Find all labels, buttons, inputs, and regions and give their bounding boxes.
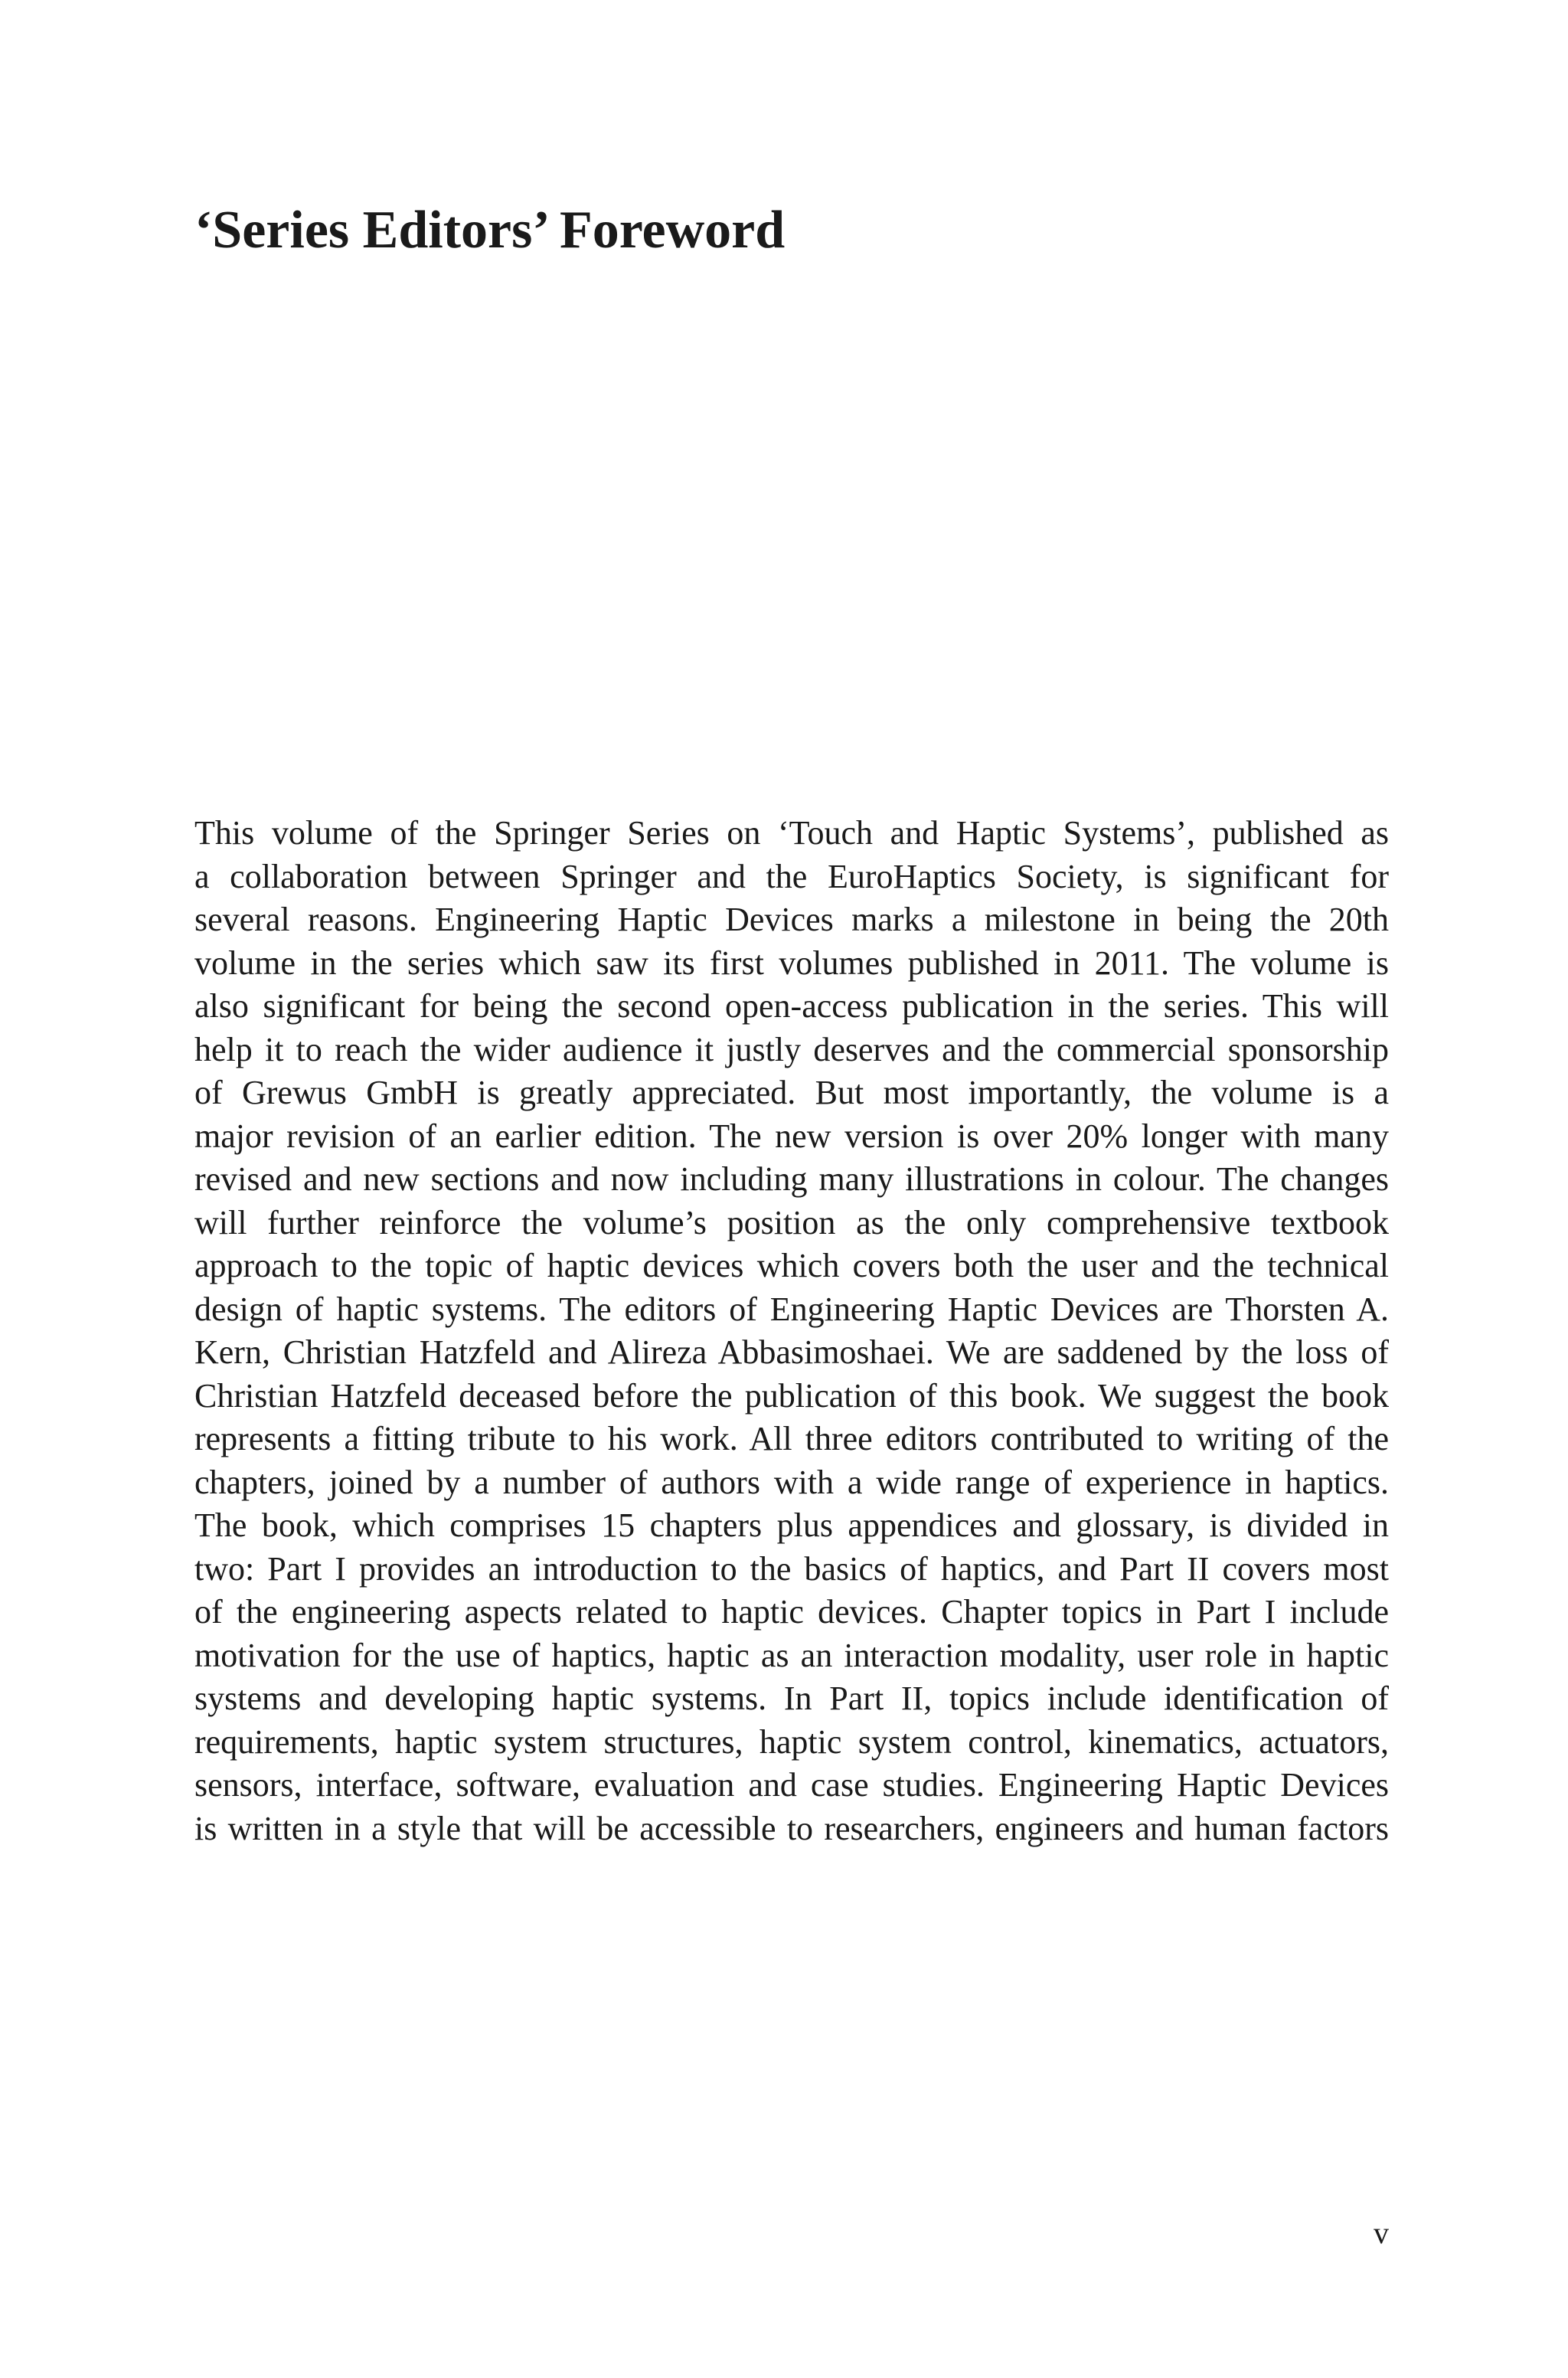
text-line: volume in the series which saw its first volumes published in 2011. The volume is (194, 944, 1389, 982)
text-line: This volume of the Springer Series on ‘Touch and Haptic Systems’, published as (194, 814, 1389, 852)
text-line: systems and developing haptic systems. In Part II, topics include identification of (194, 1680, 1389, 1717)
text-line: chapters, joined by a number of authors with a wide range of experience in haptics. (194, 1463, 1389, 1501)
text-line: revised and new sections and now including many illustrations in colour. The changes (194, 1160, 1389, 1198)
text-line: design of haptic systems. The editors of Engineering Haptic Devices are Thorsten A. (194, 1290, 1389, 1328)
page-title: ‘Series Editors’ Foreword (194, 201, 786, 260)
text-line: of the engineering aspects related to haptic devices. Chapter topics in Part I include (194, 1593, 1389, 1631)
text-line: Kern, Christian Hatzfeld and Alireza Abbasimoshaei. We are saddened by the loss of (194, 1333, 1389, 1371)
text-line: approach to the topic of haptic devices which covers both the user and the technical (194, 1247, 1389, 1284)
text-line: will further reinforce the volume’s position as the only comprehensive textbook (194, 1203, 1389, 1241)
body-paragraph (194, 812, 1389, 1850)
text-line: also significant for being the second open-access publication in the series. This will (194, 987, 1389, 1025)
text-line: sensors, interface, software, evaluation and case studies. Engineering Haptic Devices (194, 1766, 1389, 1804)
text-line: represents a fitting tribute to his work. All three editors contributed to writing of the (194, 1420, 1389, 1457)
text-line: two: Part I provides an introduction to the basics of haptics, and Part II covers most (194, 1549, 1389, 1588)
text-line: The book, which comprises 15 chapters plus appendices and glossary, is divided in (194, 1506, 1389, 1544)
text-line: of Grewus GmbH is greatly appreciated. But most importantly, the volume is a (194, 1074, 1389, 1111)
text-line: help it to reach the wider audience it justly deserves and the commercial sponsorship (194, 1030, 1389, 1068)
text-line: motivation for the use of haptics, haptic as an interaction modality, user role in haptic (194, 1636, 1389, 1674)
text-line: is written in a style that will be accessible to researchers, engineers and human factors (194, 1809, 1389, 1847)
text-line: Christian Hatzfeld deceased before the publication of this book. We suggest the book (194, 1376, 1389, 1415)
text-line: several reasons. Engineering Haptic Devices marks a milestone in being the 20th (194, 901, 1389, 938)
page-number: v (1374, 2216, 1389, 2250)
text-line: a collaboration between Springer and the EuroHaptics Society, is significant for (194, 857, 1389, 895)
text-line: major revision of an earlier edition. The new version is over 20% longer with many (194, 1117, 1389, 1155)
text-line: requirements, haptic system structures, haptic system control, kinematics, actuators, (194, 1722, 1389, 1761)
